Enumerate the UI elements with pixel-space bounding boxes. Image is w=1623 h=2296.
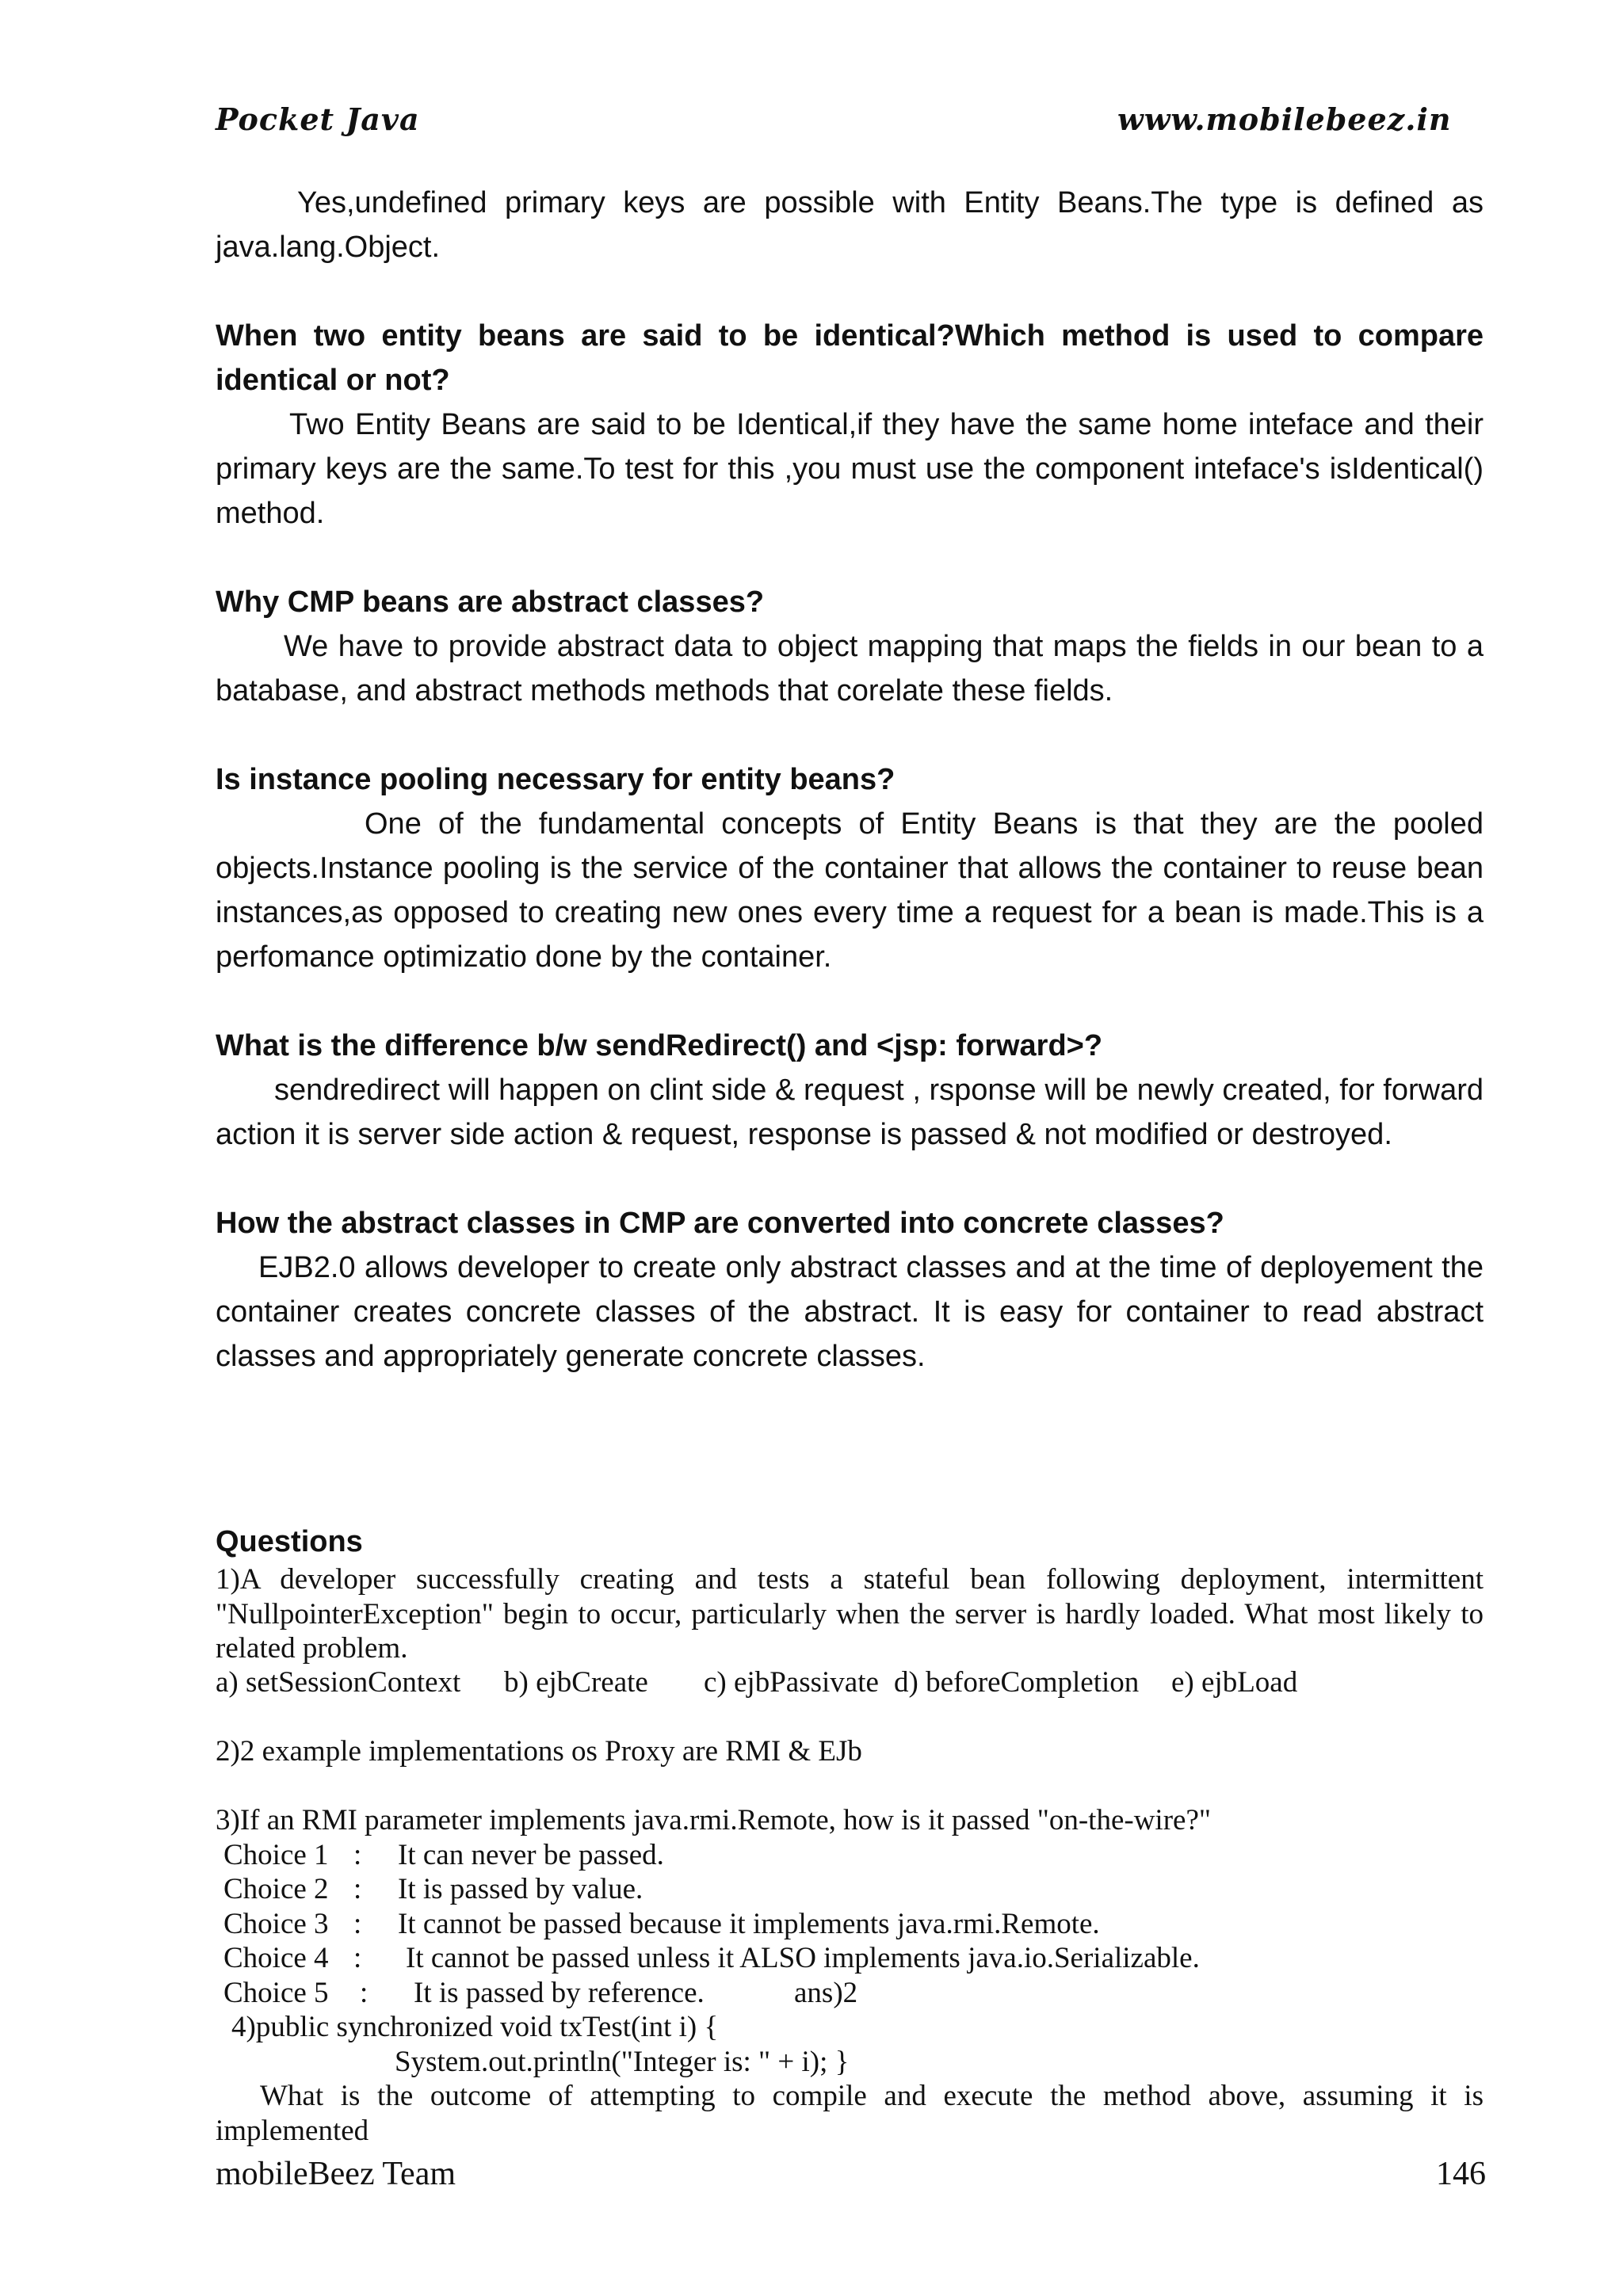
question-cmp-abstract: Why CMP beans are abstract classes? [216,585,765,619]
question-1-option-e: e) ejbLoad [1171,1666,1298,1699]
answer-instance-pooling: One of the fundamental concepts of Entity Beans is that they are the pooled objects.Instance pooling is the service of the container that allows the container to reuse bean instances,as opposed to creating new ones every time a request for a bean is made.This is a perfomance optimizatio done by the container. [216,807,1484,974]
choice-4-separator: : [353,1942,362,1974]
header-website: www.mobilebeez.in [1117,101,1452,137]
choice-1-separator: : [353,1839,362,1871]
choice-3-label: Choice 3 [223,1908,329,1940]
choice-4-label: Choice 4 [223,1942,329,1974]
page-number: 146 [1436,2156,1486,2192]
choice-4-text: It cannot be passed unless it ALSO implements java.io.Serializable. [406,1942,1200,1974]
question-3-answer: ans)2 [794,1977,858,2009]
question-instance-pooling: Is instance pooling necessary for entity beans? [216,763,896,796]
choice-2-text: It is passed by value. [398,1873,643,1905]
question-1-option-b: b) ejbCreate [504,1666,648,1699]
choice-2-label: Choice 2 [223,1873,329,1905]
header-title: Pocket Java [216,101,420,137]
answer-cmp-abstract: We have to provide abstract data to object mapping that maps the fields in our bean to a batabase, and abstract methods methods that corelate these fields. [216,630,1484,707]
question-4-code-line-1: 4)public synchronized void txTest(int i) { [231,2011,719,2043]
question-2-text: 2)2 example implementations os Proxy are RMI & EJb [216,1735,862,1768]
choice-1-label: Choice 1 [223,1839,329,1871]
answer-primary-keys: Yes,undefined primary keys are possible with Entity Beans.The type is defined as java.lang.Object. [216,186,1484,264]
question-abstract-to-concrete: How the abstract classes in CMP are converted into concrete classes? [216,1207,1224,1240]
choice-3-separator: : [353,1908,362,1940]
question-1-option-a: a) setSessionContext [216,1666,461,1699]
question-identical-beans: When two entity beans are said to be identical?Which method is used to compare identical or not? [216,319,1484,397]
footer-author: mobileBeez Team [216,2156,456,2192]
question-4-code-line-2: System.out.println("Integer is: " + i); } [395,2046,850,2078]
question-1-text: 1)A developer successfully creating and tests a stateful bean following deployment, intermittent "NullpointerException" begin to occur, particularly when the server is hardly loaded. What most likely to related problem. [216,1563,1484,1665]
answer-abstract-to-concrete: EJB2.0 allows developer to create only abstract classes and at the time of deployement the container creates concrete classes of the abstract. It is easy for container to read abstract classes and appropriately generate concrete classes. [216,1251,1484,1373]
choice-2-separator: : [353,1873,362,1905]
questions-heading: Questions [216,1525,363,1558]
choice-3-text: It cannot be passed because it implements java.rmi.Remote. [398,1908,1100,1940]
question-sendredirect-forward: What is the difference b/w sendRedirect() and <jsp: forward>? [216,1029,1103,1062]
question-1-option-d: d) beforeCompletion [894,1666,1140,1699]
choice-1-text: It can never be passed. [398,1839,664,1871]
answer-identical-beans: Two Entity Beans are said to be Identical,if they have the same home inteface and their primary keys are the same.To test for this ,you must use the component inteface's isIdentical() method. [216,408,1484,530]
choice-5-text: It is passed by reference. [414,1977,705,2009]
choice-5-label: Choice 5 [223,1977,329,2009]
question-1-option-c: c) ejbPassivate [704,1666,879,1699]
answer-sendredirect-forward: sendredirect will happen on clint side & request , rsponse will be newly created, for forward action it is server side action & request, response is passed & not modified or destroyed. [216,1074,1484,1151]
question-4-text: What is the outcome of attempting to compile and execute the method above, assuming it is implemented [216,2080,1484,2147]
choice-5-separator: : [360,1977,369,2009]
question-3-text: 3)If an RMI parameter implements java.rmi.Remote, how is it passed "on-the-wire?" [216,1804,1211,1836]
